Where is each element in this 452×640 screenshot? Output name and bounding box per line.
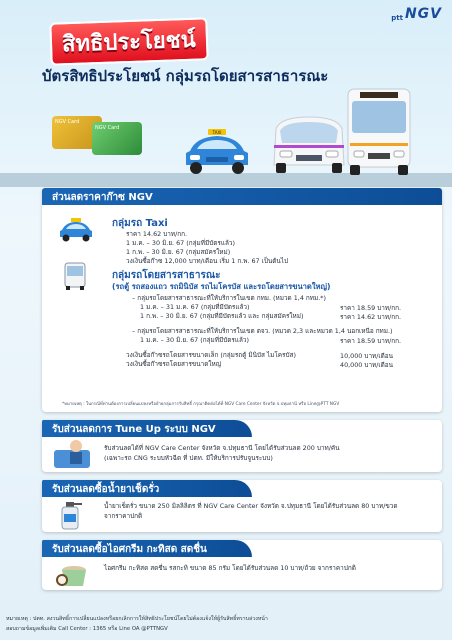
ngv-card-green [92,122,142,155]
card-label: NGV Card [55,119,80,125]
bus-limit-large-value: 40,000 บาท/เดือน [340,361,393,369]
bus-line-price: ราคา 14.62 บาท/กก. [340,313,402,321]
bus-group-title: กลุ่มรถโดยสารสาธารณะ [112,270,221,281]
bus-illustration [344,87,414,175]
bus-line-price: ราคา 18.59 บาท/กก. [340,304,402,312]
ice-cream-line: ไอศกรีม กะทิสด สดชื่น รสกะทิ ขนาด 85 กรัม โดยได้รับส่วนลด 10 บาท/ถ้วย จากราคาปกติ [104,564,356,572]
ice-cream-section [42,540,442,590]
gas-discount-panel [42,188,442,412]
spray-bottle-icon [52,498,92,530]
bottom-note [6,614,268,634]
bus-line: 1 ม.ค. – 31 ม.ค. 67 (กลุ่มที่มีบัตรแล้ว) [140,303,250,311]
tuneup-section [42,420,442,472]
tuneup-line: (เฉพาะรถ CNG ระบบหัวฉีด ที่ ปตท. มีให้บริการปรับจูนระบบ) [104,454,273,462]
taxi-icon [58,218,94,242]
bus-line: 1 ก.พ. – 30 มิ.ย. 67 (กลุ่มที่มีบัตรแล้ว และ กลุ่มสมัครใหม่) [140,312,304,320]
ngv-logo-text: NGV [404,6,442,22]
taxi-sign-text: TAXI [212,130,222,135]
ptt-logo-text: ptt [391,14,403,22]
taxi-group-title: กลุ่มรถ Taxi [112,218,168,229]
contact-text: สอบถามข้อมูลเพิ่มเติม Call Center : 1365 หรือ Line OA @PTTNGV [6,626,168,632]
road-decoration [0,173,452,187]
bus-line: – กลุ่มรถโดยสารสาธารณะที่ให้บริการในเขต กทม. (หมวด 1,4 กทม.*) [132,294,326,302]
bus-group-subtitle: (รถตู้ รถสองแถว รถมินิบัส รถไมโครบัส และรถโดยสารขนาดใหญ่) [112,282,331,291]
taxi-line: 1 ก.พ. – 30 มิ.ย. 67 (กลุ่มสมัครใหม่) [126,248,231,256]
bus-limit-small-value: 10,000 บาท/เดือน [340,352,393,360]
bus-line: 1 ม.ค. – 30 มิ.ย. 67 (กลุ่มที่มีบัตรแล้ว) [140,336,249,344]
ice-cream-header: รับส่วนลดซื้อไอศกรีม กะทิสด สดชื่น [42,540,252,557]
hero-illustration [0,92,452,187]
bus-line-price: ราคา 18.59 บาท/กก. [340,337,402,345]
page-subtitle: บัตรสิทธิประโยชน์ กลุ่มรถโดยสารสาธารณะ [42,67,329,85]
tuneup-header: รับส่วนลดการ Tune Up ระบบ NGV [42,420,252,437]
leak-fluid-section [42,480,442,532]
mechanic-icon [52,438,92,470]
panel-footnote: *หมายเหตุ : ในกรณีที่ท่านต้องการเปลี่ยนแปลงหรือย้ายกลุ่มการรับสิทธิ์ กรุณาติดต่อได้ที่ NGV Care Center จังหวัด จ.ปทุมธานี หรือ Line@PTT NGV [62,402,340,407]
taxi-line: 1 ม.ค. – 30 มิ.ย. 67 (กลุ่มที่มีบัตรแล้ว) [126,239,235,247]
tuneup-line: รับส่วนลดได้ที่ NGV Care Center จังหวัด จ.ปทุมธานี โดยได้รับส่วนลด 200 บาท/คัน [104,444,340,452]
disclaimer-text: หมายเหตุ : ปตท. สงวนสิทธิ์การเปลี่ยนแปลงหรือยกเลิกการให้สิทธิประโยชน์โดยไม่ต้องแจ้งให้ผู้รับสิทธิ์ทราบล่วงหน้า [6,616,268,622]
page-title: สิทธิประโยชน์ [49,17,208,65]
van-illustration [270,115,348,175]
ptt-ngv-logo [391,6,442,22]
bus-limit-small: วงเงินซื้อก๊าซรถโดยสารขนาดเล็ก (กลุ่มรถตู้ มินิบัส ไมโครบัส) [126,351,296,359]
taxi-line: ราคา 14.62 บาท/กก. [126,230,188,238]
bus-line: – กลุ่มรถโดยสารสาธารณะที่ให้บริการในเขต ตจว. (หมวด 2,3 และหมวด 1,4 นอกเหนือ กทม.) [132,327,393,335]
leak-fluid-line: จากราคาปกติ [104,512,143,520]
taxi-illustration [182,129,252,175]
gas-discount-header: ส่วนลดราคาก๊าซ NGV [42,188,442,205]
taxi-line: วงเงินซื้อก๊าซ 12,000 บาท/เดือน เริ่ม 1 ก.พ. 67 เป็นต้นไป [126,257,289,265]
bus-limit-large: วงเงินซื้อก๊าซรถโดยสารขนาดใหญ่ [126,360,222,368]
bus-icon [64,262,86,290]
ice-cream-cup-icon [52,558,92,590]
leak-fluid-line: น้ำยาเช็ดรั่ว ขนาด 250 มิลลิลิตร ที่ NGV Care Center จังหวัด จ.ปทุมธานี โดยได้รับส่วนลด 80 บาท/ขวด [104,502,398,510]
leak-fluid-header: รับส่วนลดซื้อน้ำยาเช็ดรั่ว [42,480,252,497]
card-label: NGV Card [95,125,120,131]
